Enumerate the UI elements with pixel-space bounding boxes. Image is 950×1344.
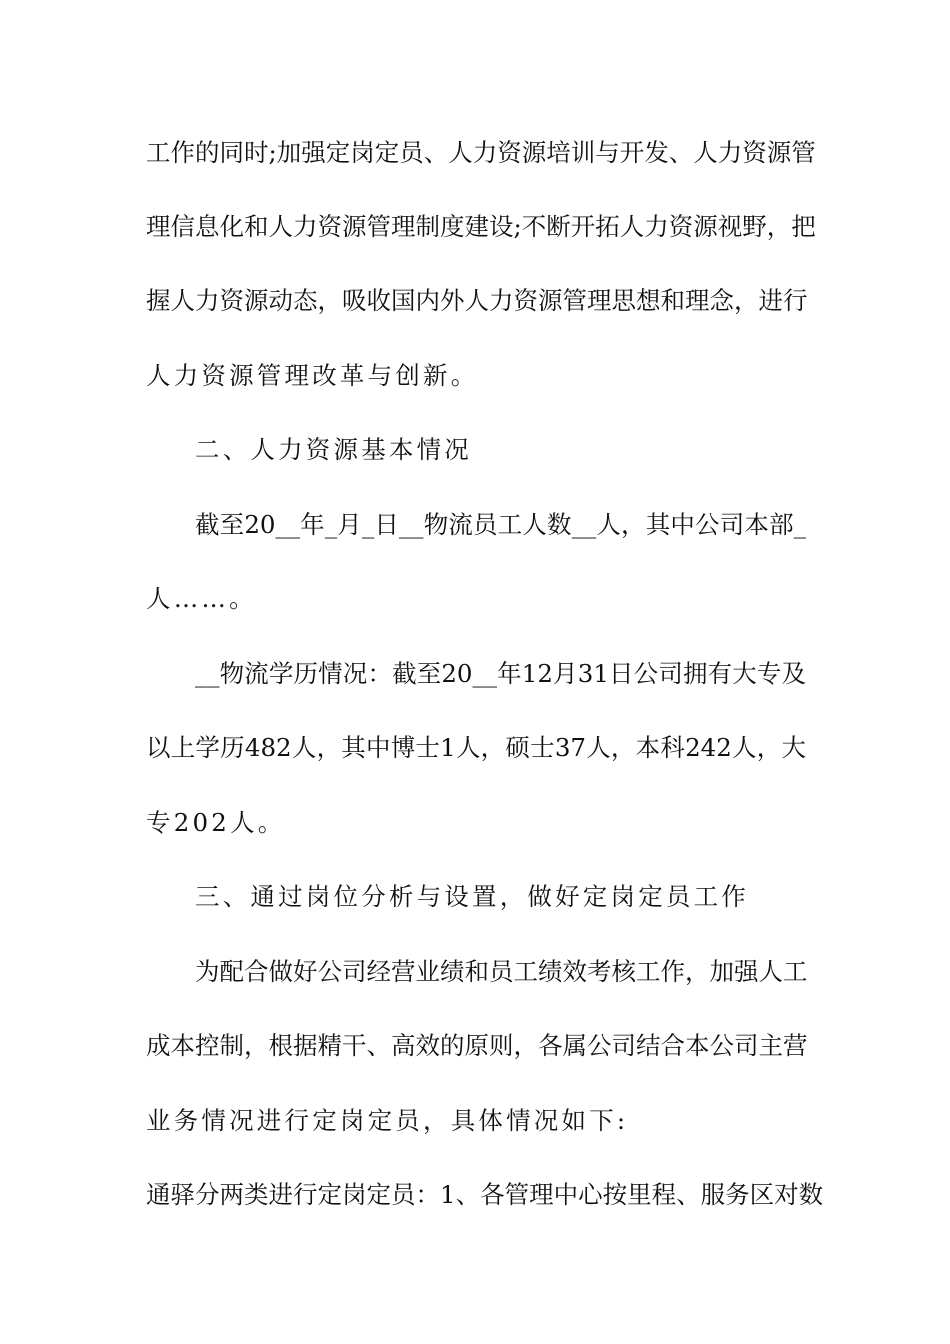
text-line: 握人力资源动态，吸收国内外人力资源管理思想和理念，进行	[146, 286, 808, 315]
text-line: 人力资源管理改革与创新。	[146, 361, 479, 390]
text-line: 以上学历482人，其中博士1人，硕士37人，本科242人，大	[146, 733, 806, 762]
section-heading: 二、人力资源基本情况	[195, 435, 472, 464]
text-line: 通驿分两类进行定岗定员：1、各管理中心按里程、服务区对数	[146, 1180, 824, 1209]
text-line: 理信息化和人力资源管理制度建设;不断开拓人力资源视野，把	[146, 212, 816, 241]
text-line: 为配合做好公司经营业绩和员工绩效考核工作，加强人工	[195, 957, 808, 986]
text-line: 成本控制，根据精干、高效的原则，各属公司结合本公司主营	[146, 1031, 808, 1060]
text-line: 工作的同时;加强定岗定员、人力资源培训与开发、人力资源管	[146, 138, 816, 167]
text-line: __物流学历情况：截至20__年12月31日公司拥有大专及	[195, 659, 806, 688]
text-line: 业务情况进行定岗定员，具体情况如下:	[146, 1106, 629, 1135]
text-line: 专202人。	[146, 808, 286, 837]
text-line: 截至20__年_月_日__物流员工人数__人，其中公司本部_	[195, 510, 806, 539]
section-heading: 三、通过岗位分析与设置，做好定岗定员工作	[195, 882, 749, 911]
text-line: 人……。	[146, 584, 257, 613]
